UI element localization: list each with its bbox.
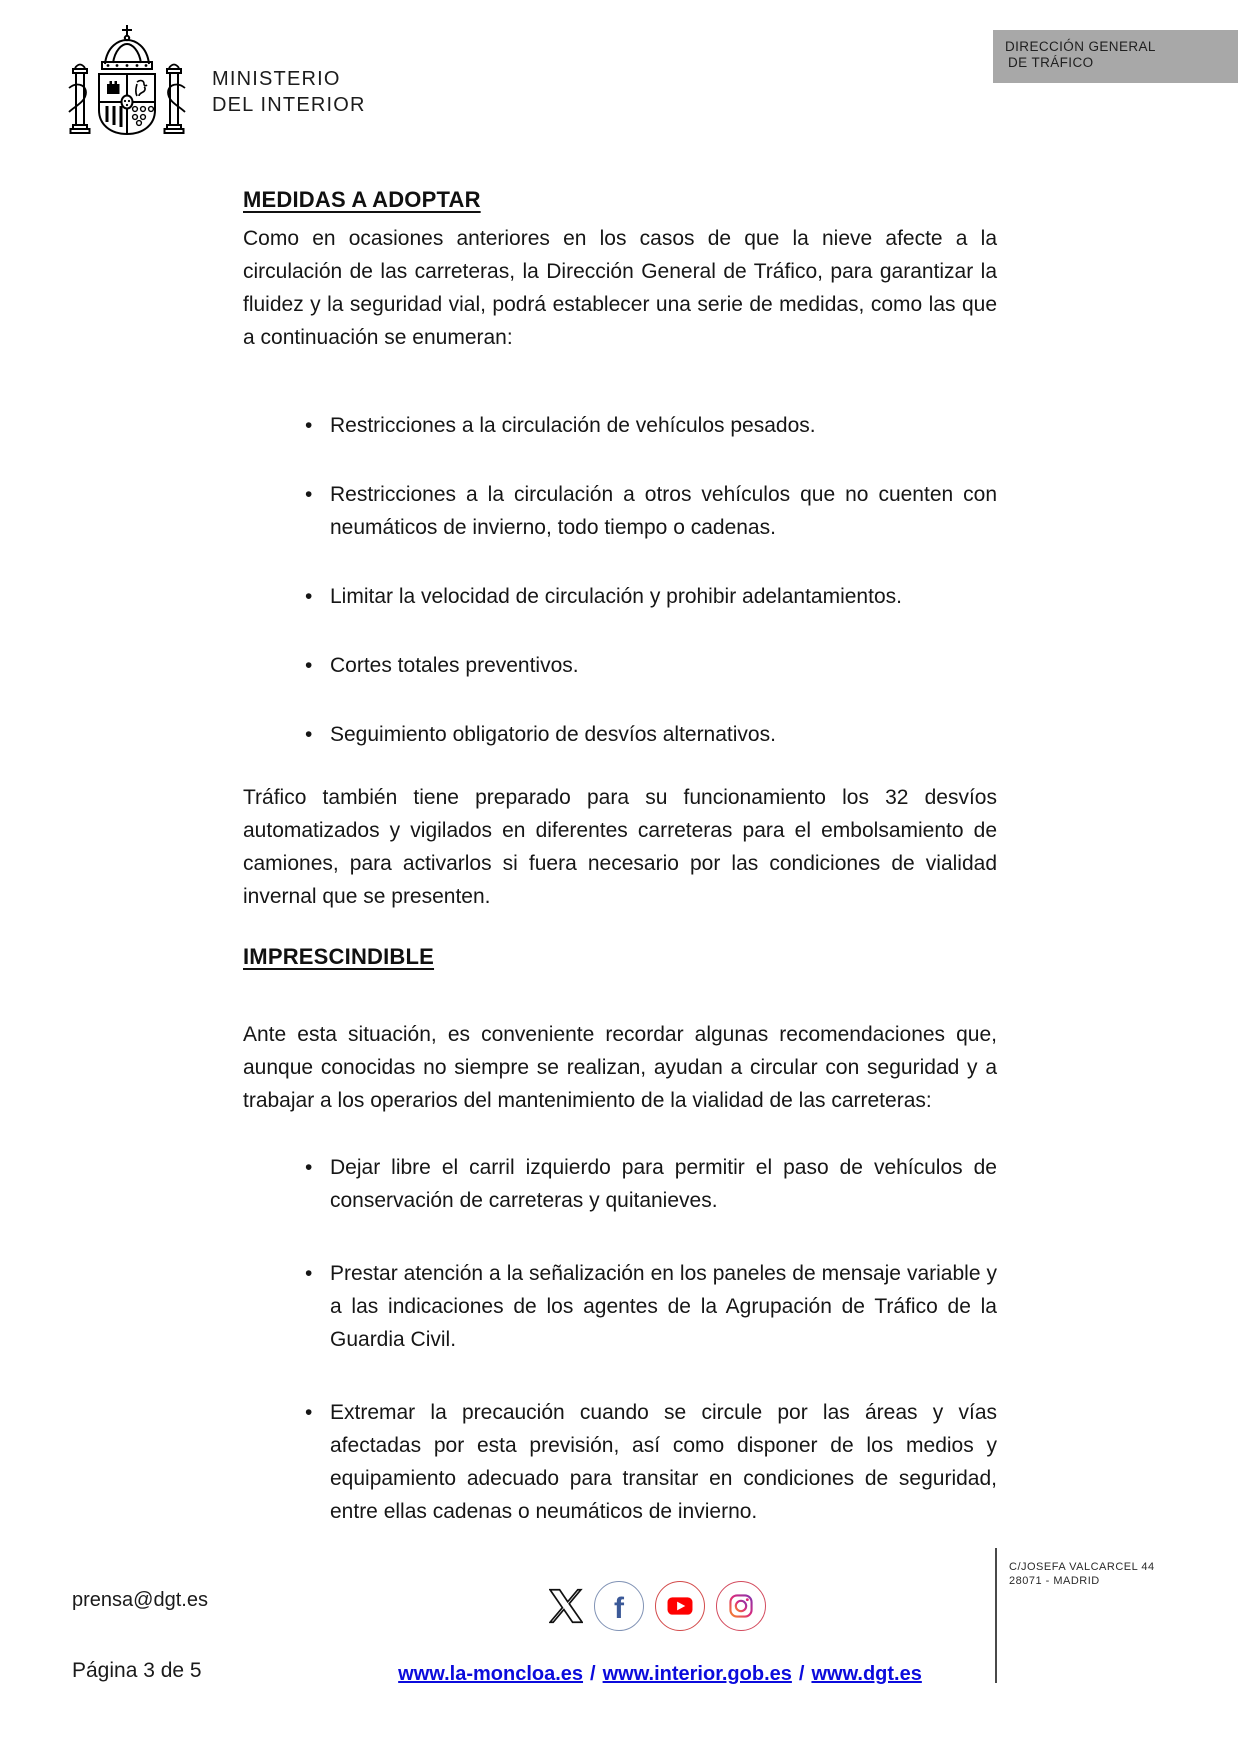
section-title-imprescindible: IMPRESCINDIBLE (243, 944, 435, 969)
section-title-medidas: MEDIDAS A ADOPTAR (243, 187, 481, 212)
list-item (243, 478, 997, 544)
department-badge (993, 30, 1238, 83)
ministry-name-line2: DEL INTERIOR (212, 94, 366, 116)
link-separator: / (798, 1663, 805, 1685)
bullet-icon: • (305, 723, 313, 746)
closing-paragraph: Tráfico también tiene preparado para su funcionamiento los 32 desvíos automatizados y vigilados en diferentes carreteras para el embolsamiento de camiones, para activarlos si fuera necesario por las condiciones de vialidad invernal que se presenten. (243, 786, 997, 908)
bullet-icon: • (305, 654, 313, 677)
list-item (243, 409, 997, 442)
recommendations-intro: Ante esta situación, es conveniente recordar algunas recomendaciones que, aunque conocidas no siempre se realizan, ayudan a circular con seguridad y a trabajar a los operarios del mantenimiento de la vialidad de las carreteras: (243, 1023, 997, 1112)
link-dgt[interactable]: www.dgt.es (811, 1663, 922, 1685)
list-item-text: Prestar atención a la señalización en los paneles de mensaje variable y a las indicaciones de los agentes de la Agrupación de Tráfico de la Guardia Civil. (330, 1262, 997, 1351)
bullet-icon: • (305, 585, 313, 608)
list-item (243, 1396, 997, 1528)
list-item (243, 718, 997, 751)
intro-paragraph: Como en ocasiones anteriores en los casos de que la nieve afecte a la circulación de las carreteras, la Dirección General de Tráfico, para garantizar la fluidez y la seguridad vial, podrá establecer una serie de medidas, como las que a continuación se enumeran: (243, 227, 997, 349)
bullet-icon: • (305, 414, 313, 437)
instagram-icon[interactable] (716, 1581, 766, 1631)
press-email: prensa@dgt.es (72, 1589, 208, 1611)
list-item (243, 580, 997, 613)
x-icon[interactable] (549, 1588, 583, 1624)
list-item-text: Extremar la precaución cuando se circule por las áreas y vías afectadas por esta previsión, así como disponer de los medios y equipamiento adecuado para transitar en condiciones de seguridad, entre ellas cadenas o neumáticos de invierno. (330, 1401, 997, 1523)
link-interior[interactable]: www.interior.gob.es (602, 1663, 792, 1685)
facebook-f-glyph: f (614, 1592, 624, 1625)
bullet-icon: • (305, 1156, 313, 1179)
address-line1: C/JOSEFA VALCARCEL 44 (1009, 1561, 1155, 1573)
bullet-icon: • (305, 1401, 313, 1424)
department-line2: DE TRÁFICO (1008, 55, 1094, 70)
page-number: Página 3 de 5 (72, 1659, 202, 1682)
link-separator: / (590, 1663, 596, 1685)
social-icons-row (549, 1581, 766, 1631)
address-line2: 28071 - MADRID (1009, 1575, 1100, 1587)
list-item-text: Restricciones a la circulación de vehículos pesados. (330, 414, 816, 437)
ministry-name (212, 66, 366, 118)
bullet-icon: • (305, 1262, 313, 1285)
measures-list (243, 409, 997, 787)
list-item-text: Limitar la velocidad de circulación y prohibir adelantamientos. (330, 585, 902, 608)
list-item-text: Seguimiento obligatorio de desvíos alternativos. (330, 723, 776, 746)
ministry-name-line1: MINISTERIO (212, 68, 341, 90)
footer-links (80, 1663, 1240, 1686)
link-la-moncloa[interactable]: www.la-moncloa.es (398, 1663, 584, 1685)
bullet-icon: • (305, 483, 313, 506)
recommendations-list (243, 1151, 997, 1568)
youtube-icon[interactable] (655, 1581, 705, 1631)
list-item-text: Cortes totales preventivos. (330, 654, 579, 677)
list-item (243, 1257, 997, 1356)
list-item (243, 1151, 997, 1217)
coat-of-arms-logo (66, 22, 188, 150)
list-item (243, 649, 997, 682)
list-item-text: Dejar libre el carril izquierdo para permitir el paso de vehículos de conservación de carreteras y quitanieves. (330, 1156, 997, 1212)
department-line1: DIRECCIÓN GENERAL (1005, 39, 1156, 54)
office-address (1009, 1560, 1155, 1588)
facebook-icon[interactable] (594, 1581, 644, 1631)
list-item-text: Restricciones a la circulación a otros vehículos que no cuenten con neumáticos de invierno, todo tiempo o cadenas. (330, 483, 997, 539)
